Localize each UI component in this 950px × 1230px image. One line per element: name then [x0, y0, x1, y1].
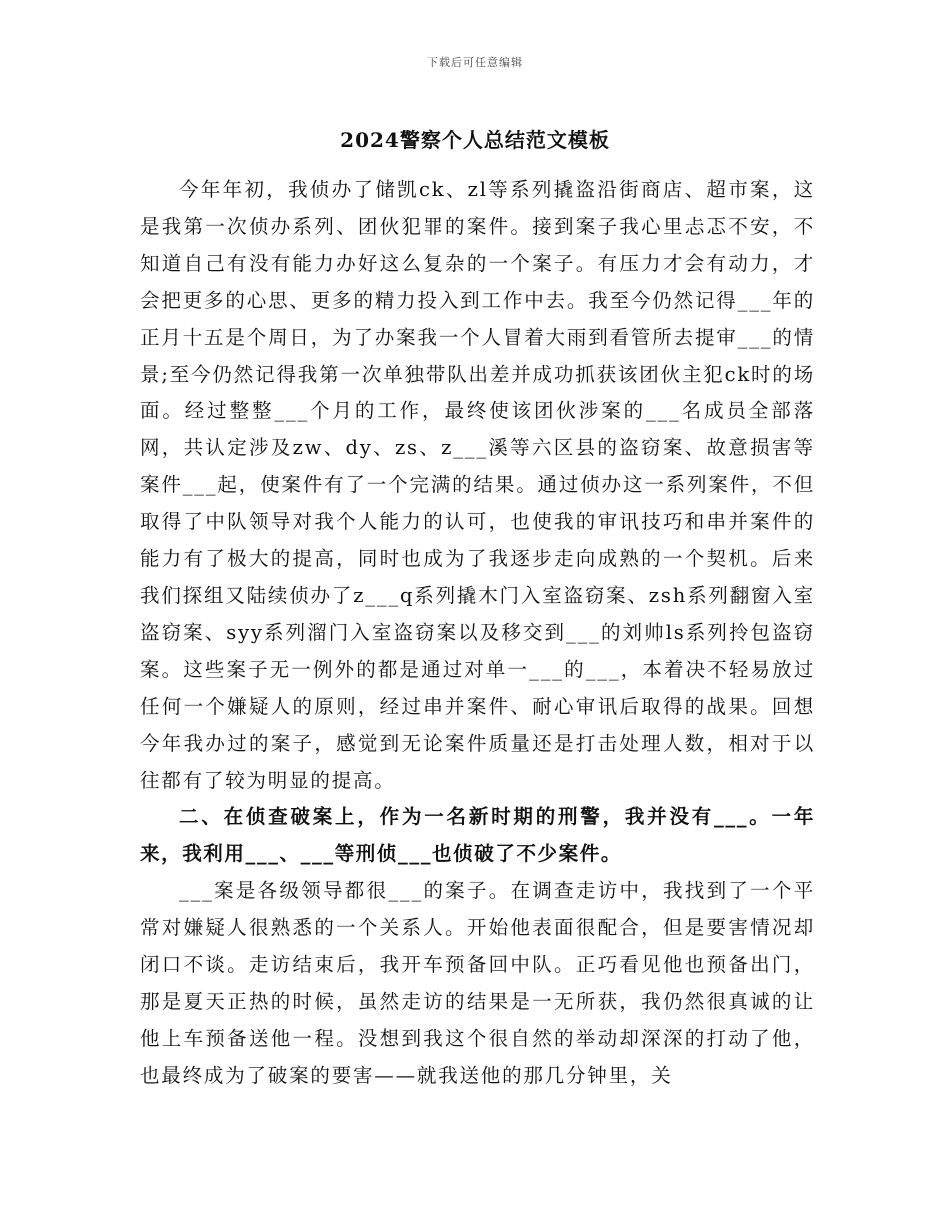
document-title: 2024警察个人总结范文模板	[340, 128, 610, 152]
paragraph-case-summary: 今年年初，我侦办了储凯ck、zl等系列撬盗沿街商店、超市案，这是我第一次侦办系列、团伙犯罪的案件。接到案子我心里忐忑不安，不知道自己有没有能力办好这么复杂的一个案子。有压力才会有动力，才会把更多的心思、更多的精力投入到工作中去。我至今仍然记得___年的正月十五是个周日，为了办案我一个人冒着大雨到看管所去提审___的情景;至今仍然记得我第一次单独带队出差并成功抓获该团伙主犯ck时的场面。经过整整___个月的工作，最终使该团伙涉案的___名成员全部落网，共认定涉及zw、dy、zs、z___溪等六区县的盗窃案、故意损害等案件___起，使案件有了一个完满的结果。通过侦办这一系列案件，不但取得了中队领导对我个人能力的认可，也使我的审讯技巧和串并案件的能力有了极大的提高，同时也成为了我逐步走向成熟的一个契机。后来我们探组又陆续侦办了z___q系列撬木门入室盗窃案、zsh系列翻窗入室盗窃案、syy系列溜门入室盗窃案以及移交到___的刘帅ls系列拎包盗窃案。这些案子无一例外的都是通过对单一___的___，本着决不轻易放过任何一个嫌疑人的原则，经过串并案件、耐心审讯后取得的战果。回想今年我办过的案子，感觉到无论案件质量还是打击处理人数，相对于以往都有了较为明显的提高。	[140, 178, 815, 792]
paragraph-case-story: ___案是各级领导都很___的案子。在调查走访中，我找到了一个平常对嫌疑人很熟悉的一个关系人。开始他表面很配合，但是要害情况却闭口不谈。走访结束后，我开车预备回中队。正巧看见他也预备出门，那是夏天正热的时候，虽然走访的结果是一无所获，我仍然很真诚的让他上车预备送他一程。没想到我这个很自然的举动却深深的打动了他，也最终成为了破案的要害——就我送他的那几分钟里，关	[140, 879, 815, 1087]
document-body	[140, 172, 815, 1095]
page-header-note: 下载后可任意编辑	[427, 56, 523, 69]
section-heading-investigation: 二、在侦查破案上，作为一名新时期的刑警，我并没有___。一年来，我利用___、___等刑侦___也侦破了不少案件。	[140, 805, 815, 866]
